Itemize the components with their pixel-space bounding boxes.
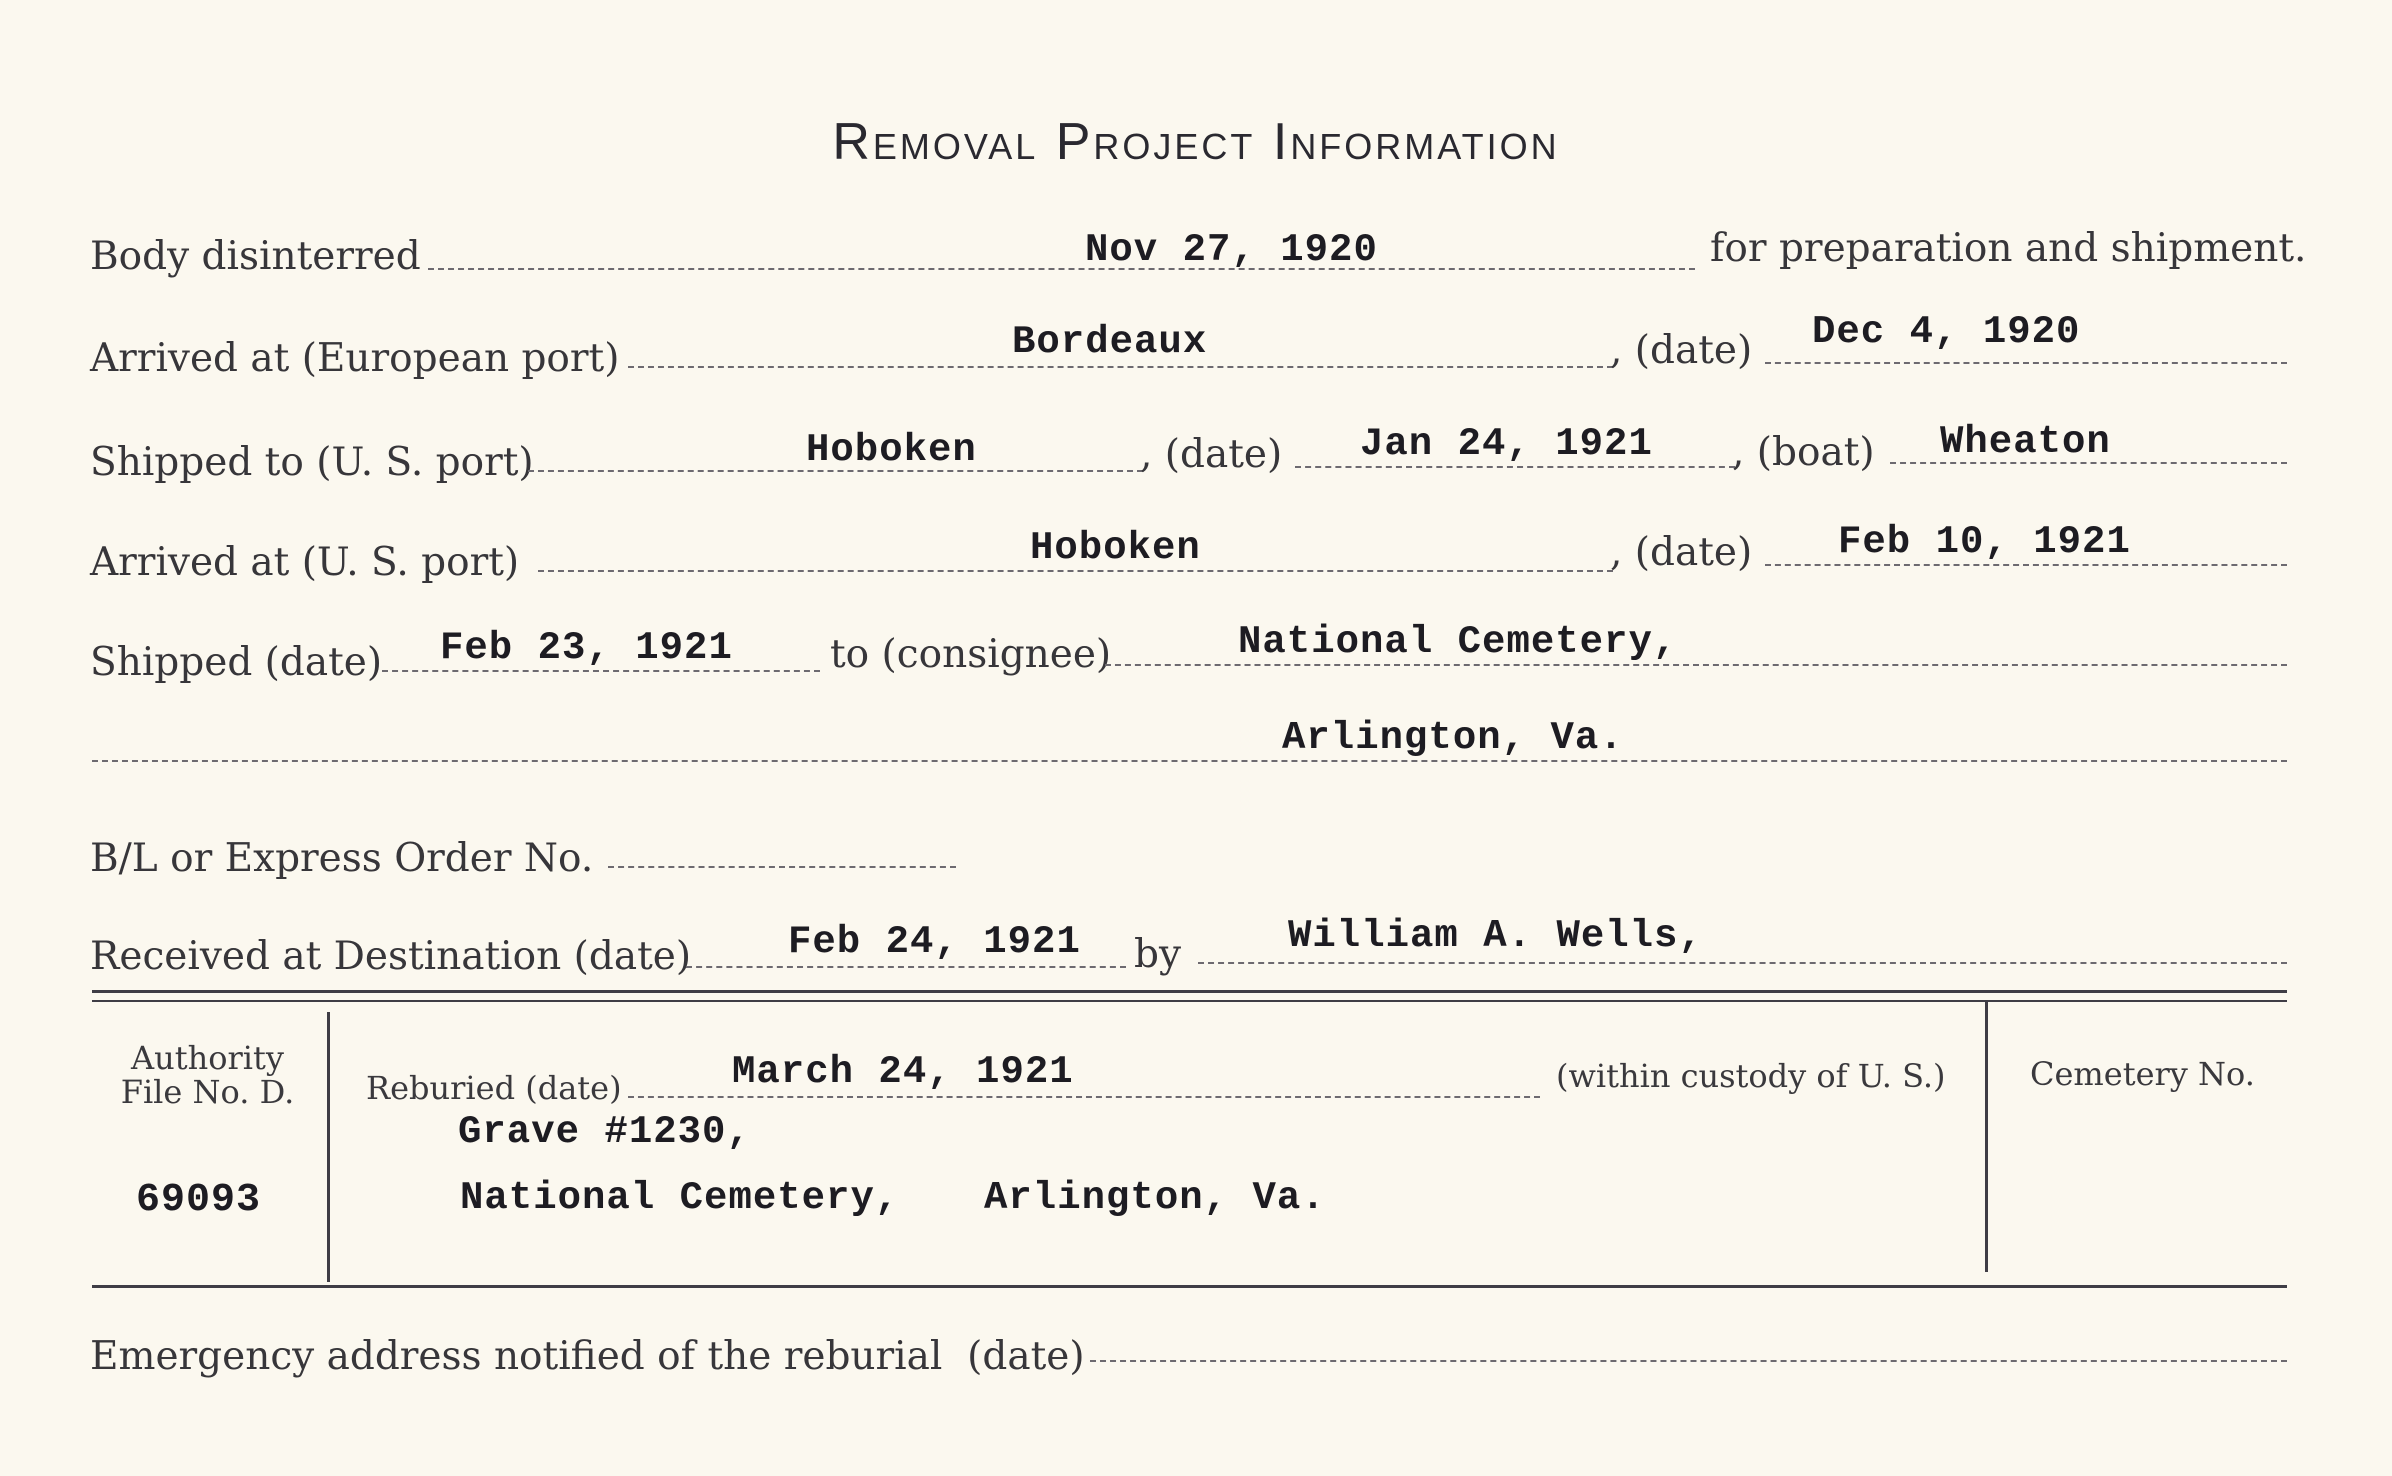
shipped-us-date: Jan 24, 1921 — [1360, 422, 1653, 466]
shipped-us-date-label: , (date) — [1140, 432, 1283, 477]
shipped-us-date-line — [1295, 466, 1735, 468]
cemetery-no-label: Cemetery No. — [2030, 1055, 2255, 1093]
arrived-europe-port-line — [628, 366, 1613, 368]
received-date-line — [686, 966, 1126, 968]
received-by: William A. Wells, — [1288, 914, 1703, 958]
shipped-us-port: Hoboken — [806, 428, 977, 472]
emergency-label: Emergency address notified of the reburial (date) — [90, 1334, 1085, 1379]
arrived-europe-port: Bordeaux — [1012, 320, 1208, 364]
arrived-us-date-line — [1765, 564, 2287, 566]
authority-label — [100, 1039, 315, 1111]
consignee-line — [1105, 664, 2287, 666]
emergency-line — [1090, 1360, 2287, 1362]
arrived-europe-date: Dec 4, 1920 — [1812, 310, 2081, 354]
double-rule-top — [92, 990, 2287, 993]
received-label: Received at Destination (date) — [90, 934, 692, 979]
bl-order-label: B/L or Express Order No. — [90, 836, 594, 881]
arrived-us-port: Hoboken — [1030, 526, 1201, 570]
disinterred-date: Nov 27, 1920 — [1085, 228, 1378, 272]
disinterred-line — [428, 268, 1695, 270]
bl-order-line — [608, 866, 956, 868]
authority-file-no: 69093 — [136, 1178, 262, 1223]
received-by-label: by — [1134, 932, 1181, 977]
box-bottom-rule — [92, 1285, 2287, 1288]
shipped-us-boat: Wheaton — [1940, 420, 2111, 464]
shipped-date-line — [382, 670, 820, 672]
shipped-us-label: Shipped to (U. S. port) — [90, 440, 534, 485]
arrived-us-port-line — [538, 570, 1613, 572]
shipped-label: Shipped (date) — [90, 640, 383, 685]
shipped-date: Feb 23, 1921 — [440, 626, 733, 670]
grave-number: Grave #1230, — [458, 1110, 751, 1154]
reburial-cemetery: National Cemetery, — [460, 1176, 900, 1220]
double-rule-bottom — [92, 1000, 2287, 1002]
received-by-line — [1198, 962, 2287, 964]
arrived-us-label: Arrived at (U. S. port) — [90, 540, 520, 585]
box-divider-right — [1985, 1000, 1988, 1272]
arrived-europe-date-line — [1765, 362, 2287, 364]
arrived-europe-label: Arrived at (European port) — [90, 336, 620, 381]
disinterred-label: Body disinterred — [90, 234, 421, 279]
arrived-us-date: Feb 10, 1921 — [1838, 520, 2131, 564]
disinterred-suffix: for preparation and shipment. — [1710, 226, 2307, 271]
reburial-location: Arlington, Va. — [984, 1176, 1326, 1220]
consignee-line1: National Cemetery, — [1238, 620, 1678, 664]
consignee-line2: Arlington, Va. — [1282, 716, 1624, 760]
custody-note: (within custody of U. S.) — [1556, 1057, 1946, 1095]
received-date: Feb 24, 1921 — [788, 920, 1081, 964]
reburied-date-line — [628, 1096, 1540, 1098]
authority-label-line1: Authority — [131, 1039, 284, 1077]
authority-label-line2: File No. D. — [120, 1072, 295, 1111]
arrived-us-date-label: , (date) — [1610, 530, 1753, 575]
arrived-europe-date-label: , (date) — [1610, 328, 1753, 373]
consignee-second-line — [92, 760, 2287, 762]
reburied-label: Reburied (date) — [366, 1069, 622, 1107]
box-divider-left — [327, 1012, 330, 1282]
consignee-label: to (consignee) — [830, 632, 1112, 677]
reburied-date: March 24, 1921 — [732, 1050, 1074, 1094]
shipped-us-boat-label: , (boat) — [1732, 430, 1875, 475]
card-title: Removal Project Information — [832, 113, 1560, 171]
